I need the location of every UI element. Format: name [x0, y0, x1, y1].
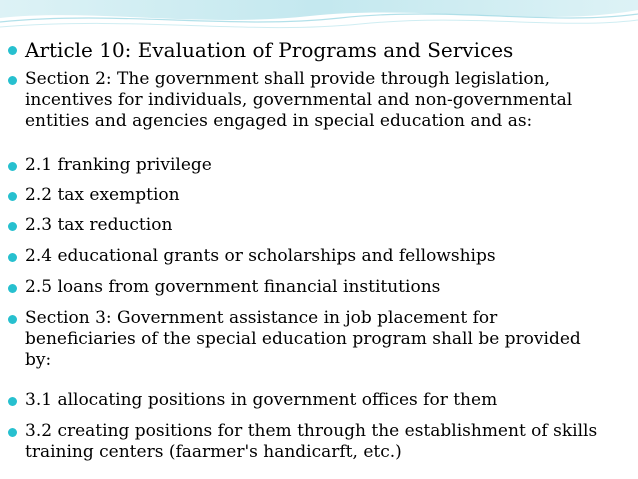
list-item-text: [25, 421, 597, 463]
list-item-text: [25, 215, 172, 236]
text-line: 3.2 creating positions for them through the establishment of skills: [25, 421, 598, 441]
bullet-dot-icon: [8, 397, 17, 406]
list-item-text: [25, 390, 497, 411]
bullet-dot-icon: [8, 222, 17, 231]
text-line: 2.2 tax exemption: [25, 185, 180, 205]
text-line: 2.3 tax reduction: [25, 215, 173, 235]
text-line: Article 10: Evaluation of Programs and Services: [25, 38, 514, 62]
list-item-text: [25, 155, 212, 176]
list-item-text: [25, 38, 513, 62]
bullet-dot-icon: [8, 253, 17, 262]
list-item-text: [25, 69, 572, 132]
list-item-text: [25, 185, 180, 206]
bullet-dot-icon: [8, 315, 17, 324]
bullet-dot-icon: [8, 284, 17, 293]
list-item-text: [25, 246, 496, 267]
text-line: by:: [25, 350, 52, 370]
text-line: entities and agencies engaged in special education and as:: [25, 111, 533, 131]
text-line: Section 2: The government shall provide through legislation,: [25, 69, 551, 89]
text-line: 2.4 educational grants or scholarships and fellowships: [25, 246, 496, 266]
text-line: 3.1 allocating positions in government offices for them: [25, 390, 498, 410]
text-line: training centers (faarmer's handicarft, etc.): [25, 442, 402, 462]
text-line: Section 3: Government assistance in job placement for: [25, 308, 498, 328]
list-item-text: [25, 277, 440, 298]
text-line: incentives for individuals, governmental and non-governmental: [25, 90, 573, 110]
bullet-dot-icon: [8, 428, 17, 437]
text-line: 2.5 loans from government financial institutions: [25, 277, 441, 297]
text-line: 2.1 franking privilege: [25, 155, 212, 175]
bullet-dot-icon: [8, 162, 17, 171]
header-wave-decoration: [0, 0, 638, 40]
text-line: beneficiaries of the special education program shall be provided: [25, 329, 581, 349]
bullet-dot-icon: [8, 76, 17, 85]
bullet-dot-icon: [8, 46, 17, 55]
list-item-text: [25, 308, 581, 371]
bullet-dot-icon: [8, 192, 17, 201]
